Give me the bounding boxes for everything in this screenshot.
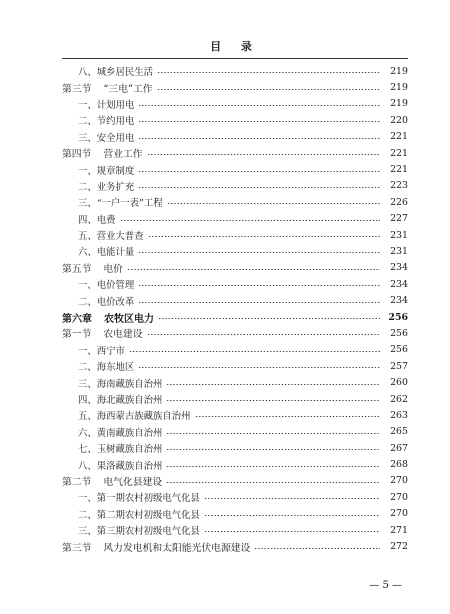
toc-entry-text: 五、海西蒙古族藏族自治州 (78, 411, 191, 423)
toc-item[interactable] (62, 456, 408, 472)
toc-entry-text: 七、玉树藏族自治州 (78, 444, 163, 456)
toc-section[interactable] (62, 145, 408, 161)
dot-leader (127, 269, 380, 270)
toc-page-number: 262 (390, 393, 408, 405)
toc-entry-number: 第五节 (62, 263, 92, 275)
toc-page-number: 234 (390, 262, 408, 274)
toc-entry-number: 第四节 (62, 149, 92, 161)
toc-entry-label (78, 425, 166, 439)
toc-item[interactable] (62, 178, 408, 194)
toc-entry-label (78, 523, 204, 537)
toc-section[interactable] (62, 325, 408, 341)
toc-item[interactable] (62, 358, 408, 374)
toc-entry-title: “三电”工作 (103, 83, 153, 95)
toc-entry-label (78, 408, 195, 422)
toc-item[interactable] (62, 276, 408, 292)
toc-entry-label (62, 540, 254, 554)
toc-entry-text: 一、规章制度 (78, 165, 135, 177)
dot-leader (254, 548, 380, 549)
toc-entry-title: 营业工作 (103, 149, 143, 161)
toc-entry-label (78, 163, 138, 177)
toc-entry-title: 农电建设 (103, 329, 143, 341)
toc-entry-label (78, 113, 138, 127)
dot-leader (195, 416, 380, 417)
toc-entry-text: 三、“一户一表”工程 (78, 198, 163, 210)
toc-page-number: 263 (390, 409, 408, 421)
dot-leader (148, 236, 380, 237)
toc-entry-text: 三、安全用电 (78, 132, 135, 144)
toc-item[interactable] (62, 211, 408, 227)
toc-page-number: 231 (390, 229, 408, 241)
toc-page-number: 226 (390, 196, 408, 208)
dot-leader (204, 515, 380, 516)
toc-entry-text: 一、计划用电 (78, 99, 135, 111)
dot-leader (166, 384, 380, 385)
toc-entry-label (78, 343, 129, 357)
toc-entry-text: 八、城乡居民生活 (78, 67, 154, 79)
toc-page-number: 256 (388, 311, 408, 323)
toc-page-number: 260 (390, 377, 408, 389)
toc-item[interactable] (62, 96, 408, 112)
toc-item[interactable] (62, 407, 408, 423)
page-header (62, 36, 408, 59)
toc-entry-label (78, 458, 166, 472)
toc-entry-text: 二、第二期农村初级电气化县 (78, 509, 200, 521)
dot-leader (157, 89, 380, 90)
toc-page-number: 223 (390, 180, 408, 192)
toc-page-number: 219 (390, 65, 408, 77)
toc-page-number: 267 (390, 442, 408, 454)
toc-page-number: 231 (390, 245, 408, 257)
toc-entry-text: 四、电费 (78, 214, 116, 226)
toc-section[interactable] (62, 79, 408, 95)
toc-entry-text: 五、营业大普查 (78, 231, 144, 243)
toc-entry-label (78, 179, 138, 193)
toc-page-number: 221 (390, 164, 408, 176)
toc-section[interactable] (62, 538, 408, 554)
toc-item[interactable] (62, 424, 408, 440)
page-number: — 5 — (369, 580, 402, 591)
toc-entry-text: 四、海北藏族自治州 (78, 395, 163, 406)
dot-leader (138, 285, 380, 286)
toc-item[interactable] (62, 161, 408, 177)
toc-entry-label (78, 392, 166, 406)
toc-entry-number: 第六章 (62, 313, 92, 325)
dot-leader (204, 531, 380, 532)
dot-leader (204, 498, 380, 499)
toc-entry-text: 二、电价改革 (78, 296, 135, 308)
toc-entry-text: 六、电能计量 (78, 247, 135, 259)
toc-entry-text: 二、海东地区 (78, 362, 135, 374)
dot-leader (147, 154, 380, 155)
toc-page-number: 265 (390, 426, 408, 438)
toc-section[interactable] (62, 473, 408, 489)
toc-entry-title: 电气化县建设 (103, 476, 163, 488)
page-title: 目 录 (210, 40, 260, 53)
toc-entry-label (78, 441, 166, 455)
toc-entry-label (78, 130, 138, 144)
toc-entry-label (78, 244, 138, 258)
toc-entry-title: 电价 (103, 263, 123, 275)
dot-leader (138, 367, 380, 368)
toc-entry-label (78, 228, 148, 242)
toc-entry-label (62, 474, 166, 488)
toc-page-number: 268 (390, 459, 408, 471)
toc-item[interactable] (62, 506, 408, 522)
toc-section[interactable] (62, 260, 408, 276)
toc-item[interactable] (62, 391, 408, 407)
toc-page-number: 234 (390, 278, 408, 290)
toc-item[interactable] (62, 63, 408, 79)
dot-leader (138, 138, 380, 139)
toc-page-number: 270 (390, 475, 408, 487)
toc-page-number: 221 (390, 147, 408, 159)
toc-item[interactable] (62, 227, 408, 243)
toc-entry-label (78, 359, 138, 373)
toc-entry-text: 三、海南藏族自治州 (78, 378, 163, 390)
toc-entry-title: 风力发电机和太阳能光伏电源建设 (103, 542, 251, 554)
toc-entry-text: 一、电价管理 (78, 280, 135, 292)
dot-leader (138, 252, 380, 253)
toc-entry-number: 第三节 (62, 542, 92, 554)
toc-entry-text: 二、业务扩充 (78, 181, 135, 193)
toc-item[interactable] (62, 489, 408, 505)
toc-entry-label (62, 81, 157, 95)
toc-entry-label (62, 326, 147, 340)
dot-leader (166, 400, 380, 401)
dot-leader (166, 433, 380, 434)
dot-leader (157, 72, 380, 73)
toc-entry-text: 二、节约用电 (78, 116, 135, 128)
toc-item[interactable] (62, 194, 408, 210)
dot-leader (166, 449, 380, 450)
toc-page-number: 256 (390, 327, 408, 339)
toc-page-number: 219 (390, 98, 408, 110)
toc-entry-label (78, 64, 157, 78)
dot-leader (147, 334, 380, 335)
toc-entry-label (78, 490, 204, 504)
dot-leader (138, 302, 380, 303)
dot-leader (138, 171, 380, 172)
toc-page-number: 256 (390, 344, 408, 356)
toc-item[interactable] (62, 243, 408, 259)
toc-page-number: 219 (390, 82, 408, 94)
toc-entry-label (78, 277, 138, 291)
toc-page-number: 270 (390, 491, 408, 503)
toc-item[interactable] (62, 342, 408, 358)
toc-entry-text: 一、第一期农村初级电气化县 (78, 493, 200, 505)
toc-entry-title: 农牧区电力 (104, 313, 154, 325)
toc-entry-text: 八、果洛藏族自治州 (78, 460, 163, 472)
dot-leader (167, 203, 380, 204)
dot-leader (138, 187, 380, 188)
toc-page-number: 227 (390, 213, 408, 225)
toc-entry-label (78, 212, 120, 226)
toc-page-number: 271 (390, 524, 408, 536)
dot-leader (138, 121, 380, 122)
toc-entry-label (62, 146, 147, 160)
toc-entry-label (78, 195, 167, 209)
toc-item[interactable] (62, 292, 408, 308)
dot-leader (166, 482, 380, 483)
dot-leader (166, 466, 380, 467)
toc-item[interactable] (62, 440, 408, 456)
toc-entry-text: 六、黄南藏族自治州 (78, 427, 163, 439)
toc-chapter[interactable] (62, 309, 408, 325)
toc-item[interactable] (62, 374, 408, 390)
dot-leader (158, 318, 380, 319)
toc-entry-label (78, 507, 204, 521)
toc-item[interactable] (62, 112, 408, 128)
toc-entry-text: 一、西宁市 (78, 345, 125, 357)
toc-item[interactable] (62, 129, 408, 145)
toc-page-number: 272 (390, 541, 408, 553)
toc-page-number: 234 (390, 295, 408, 307)
toc-entry-label (78, 376, 166, 390)
toc-entry-label (78, 294, 138, 308)
toc-entry-number: 第一节 (62, 329, 92, 341)
toc-entry-label (62, 261, 127, 275)
dot-leader (129, 351, 380, 352)
dot-leader (120, 220, 380, 221)
toc-page-number: 220 (390, 114, 408, 126)
toc-entry-label (78, 97, 138, 111)
toc-entry-number: 第三节 (62, 83, 92, 95)
toc-entry-label (62, 310, 158, 325)
toc-page-number: 257 (390, 360, 408, 372)
dot-leader (138, 105, 380, 106)
toc-entry-text: 三、第三期农村初级电气化县 (78, 526, 200, 538)
toc-entry-number: 第二节 (62, 476, 92, 488)
toc-page-number: 221 (390, 131, 408, 143)
toc-page-number: 270 (390, 508, 408, 520)
table-of-contents (62, 63, 408, 555)
toc-item[interactable] (62, 522, 408, 538)
